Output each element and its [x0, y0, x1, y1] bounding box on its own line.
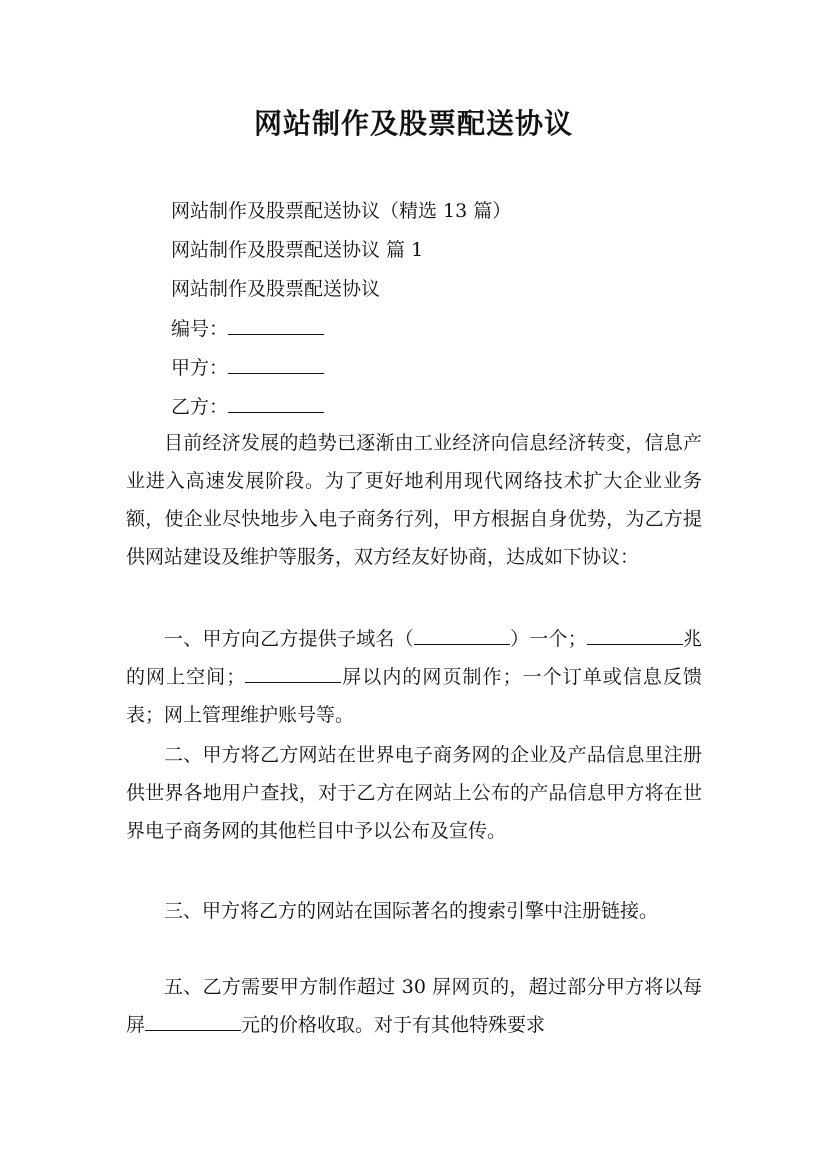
number-field [171, 314, 324, 343]
intro-line-3: 网站制作及股票配送协议 [171, 278, 381, 300]
pages-blank [245, 664, 341, 683]
clause-5-part-a: 五、乙方需要甲方制作超过 30 屏网页的，超过部分甲方将以每屏 [126, 976, 702, 1036]
paragraph-clause-2: 二、甲方将乙方网站在世界电子商务网的企业及产品信息里注册供世界各地用户查找，对于乙方在网站上公布的产品信息甲方将在世界电子商务网的其他栏目中予以公布及宣传。 [126, 744, 702, 842]
clause-1-part-c: 兆的网上空间； [126, 628, 702, 688]
clause-1-part-d: 屏以内的网页制作；一个订单或信息反馈表；网上管理维护账号等。 [126, 666, 702, 726]
price-blank [145, 1012, 241, 1031]
domain-blank [414, 626, 510, 645]
party-b-field [171, 392, 324, 421]
paragraph-clause-5 [126, 968, 702, 1044]
party-b-label: 乙方： [171, 396, 229, 418]
paragraph-preamble: 目前经济发展的趋势已逐渐由工业经济向信息经济转变，信息产业进入高速发展阶段。为了更好地利用现代网络技术扩大企业业务额，使企业尽快地步入电子商务行列，甲方根据自身优势，为乙方提供网站建设及维护等服务，双方经友好协商，达成如下协议： [126, 432, 702, 568]
number-label: 编号： [171, 318, 229, 340]
number-blank [228, 314, 324, 335]
party-b-blank [228, 392, 324, 413]
paragraph-clause-1 [126, 620, 702, 734]
clause-5-part-b: 元的价格收取。对于有其他特殊要求 [241, 1014, 546, 1036]
party-a-label: 甲方： [171, 357, 229, 379]
party-a-field [171, 353, 324, 382]
paragraph-clause-3: 三、甲方将乙方的网站在国际著名的搜索引擎中注册链接。 [164, 900, 659, 922]
clause-1-part-b: ）一个； [509, 628, 587, 650]
document-title: 网站制作及股票配送协议 [253, 107, 573, 140]
intro-line-2: 网站制作及股票配送协议 篇 1 [171, 239, 424, 261]
intro-line-1: 网站制作及股票配送协议（精选 13 篇） [171, 200, 512, 222]
party-a-blank [228, 353, 324, 374]
clause-1-part-a: 一、甲方向乙方提供子域名（ [164, 628, 414, 650]
space-blank [587, 626, 683, 645]
